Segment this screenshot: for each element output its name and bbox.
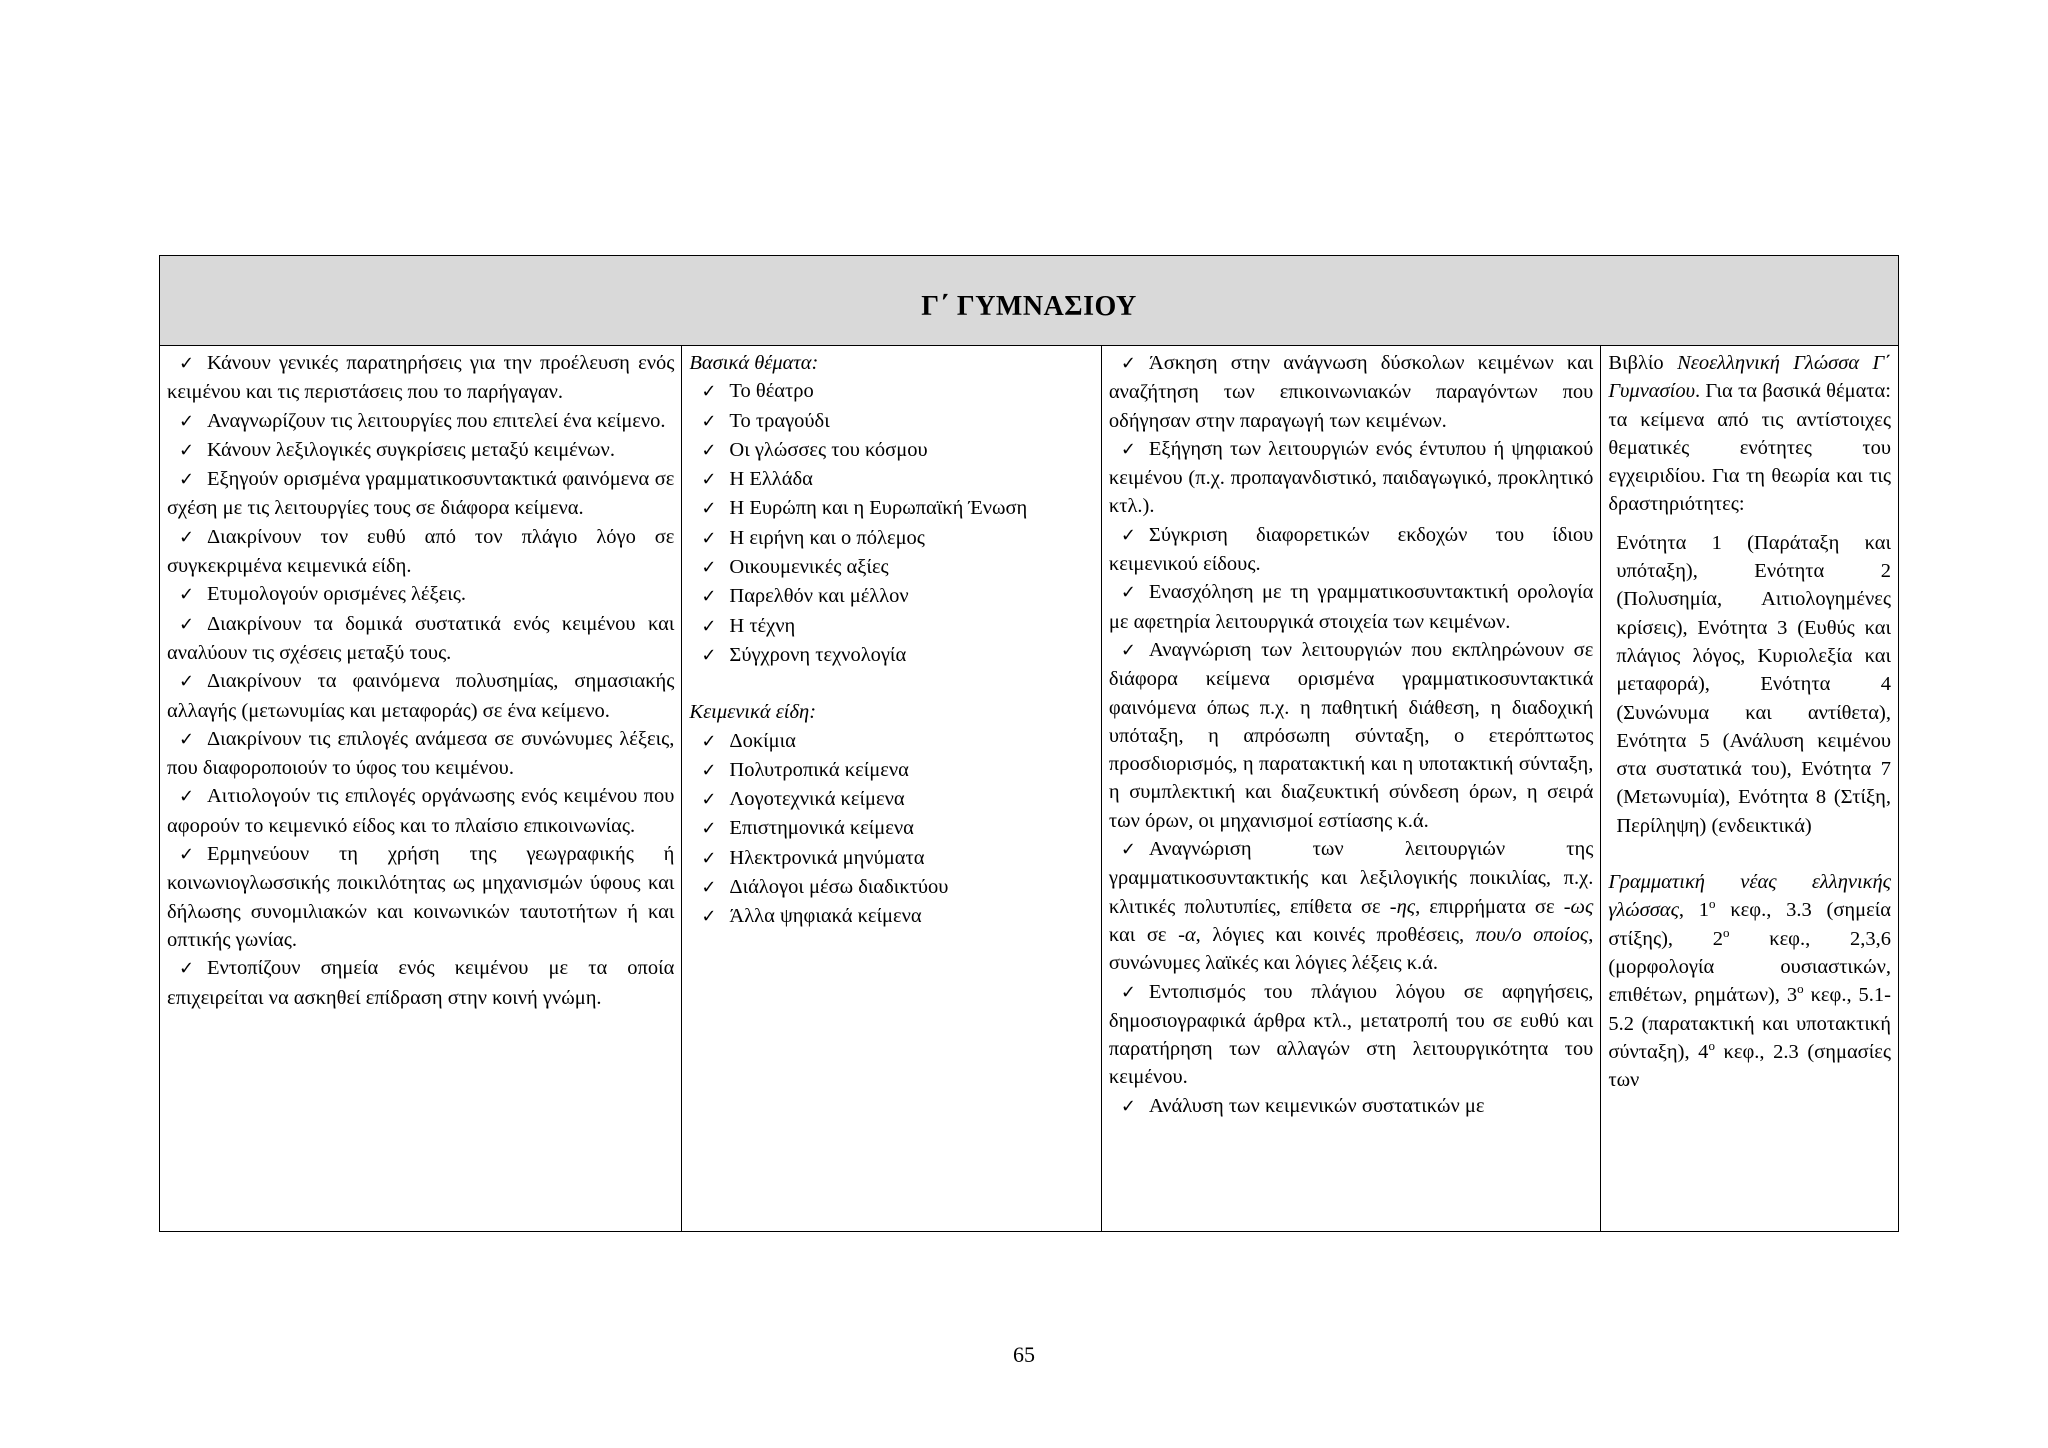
list-item-text: Κάνουν γενικές παρατηρήσεις για την προέλευση ενός κειμένου και τις περιστάσεις που το παρήγαγαν. <box>167 352 675 404</box>
list-item <box>1109 435 1593 521</box>
list-item <box>689 612 1094 641</box>
list-item-text: Αιτιολογούν τις επιλογές οργάνωσης ενός κειμένου που αφορούν το κειμενικό είδος και το πλαίσιο επικοινωνίας. <box>167 785 675 837</box>
table-header <box>160 256 1898 346</box>
list-item-text: Σύγκριση διαφορετικών εκδοχών του ίδιου κειμενικού είδους. <box>1108 523 1594 576</box>
list-item-text: Πολυτροπικά κείμενα <box>729 758 909 781</box>
checkmark-icon: ✓ <box>701 789 717 811</box>
checkmark-icon: ✓ <box>701 410 717 432</box>
list-item <box>1109 636 1593 835</box>
checkmark-icon: ✓ <box>701 877 717 899</box>
list-item <box>689 553 1094 582</box>
list-item-text: Οι γλώσσες του κόσμου <box>729 438 928 461</box>
list-item <box>689 524 1094 553</box>
list-item <box>1109 349 1593 435</box>
list-item-text: Ερμηνεύουν τη χρήση της γεωγραφικής ή κοινωνιογλωσσικής ποικιλότητας ως μηχανισμών ύφους και δήλωσης συνομιλιακών και κοινωνικών ταυτοτήτων ή και οπτικής γωνίας. <box>167 843 675 951</box>
curriculum-table <box>159 255 1899 1232</box>
list-item-text: Εξηγούν ορισμένα γραμματικοσυντακτικά φαινόμενα σε σχέση με τις λειτουργίες τους σε διάφορα κείμενα. <box>167 468 675 520</box>
list-item-text: Ενασχόληση με τη γραμματικοσυντακτική ορολογία με αφετηρία λειτουργικά στοιχεία των κειμένων. <box>1108 581 1594 633</box>
list-item-text: Εντοπίζουν σημεία ενός κειμένου με τα οποία επιχειρείται να ασκηθεί επίδραση στην κοινή γνώμη. <box>167 957 675 1009</box>
checkmark-icon: ✓ <box>179 613 195 635</box>
checkmark-icon: ✓ <box>701 615 717 637</box>
list-item <box>689 785 1094 814</box>
checkmark-icon: ✓ <box>701 439 717 461</box>
checkmark-icon: ✓ <box>1120 981 1136 1003</box>
list-item: ✓ Αναγνώριση των λειτουργιών της γραμματικοσυντακτικής και λεξιλογικής ποικιλίας, π.χ. κλιτικές πολυτυπίες, επίθετα σε -ης, επιρρήματα σε -ως και σε -α, λόγιες και κοινές προθέσεις, που/ο οποίος, συνώνυμες λαϊκές και λόγιες λέξεις κ.ά. <box>1108 838 1594 975</box>
checkmark-icon: ✓ <box>1120 639 1136 661</box>
list-item-text: Η Ευρώπη και η Ευρωπαϊκή Ένωση <box>729 497 1028 520</box>
checkmark-icon: ✓ <box>179 410 195 432</box>
checkmark-icon: ✓ <box>701 644 717 666</box>
checkmark-icon: ✓ <box>179 439 195 461</box>
list-item <box>689 494 1094 523</box>
list-item-text: Εξήγηση των λειτουργιών ενός έντυπου ή ψηφιακού κειμένου (π.χ. προπαγανδιστικό, παιδαγωγικό, προκλητικό κτλ.). <box>1108 437 1594 518</box>
grammar-reference: Γραμματική νέας ελληνικής γλώσσας, $1^o$ κεφ., 3.3 (σημεία στίξης), $2^o$ κεφ., 2,3,6 (μορφολογία ουσιαστικών, επιθέτων, ρημάτων), $3^o$ κεφ., 5.1-5.2 (παρατακτική και υποτακτική σύνταξη), $4^o$ κεφ., 2.3 (σημασίες των <box>1608 871 1891 1092</box>
list-item-text: Διακρίνουν τα φαινόμενα πολυσημίας, σημασιακής αλλαγής (μετωνυμίας και μεταφοράς) σε ένα κείμενο. <box>167 670 675 722</box>
resources-column <box>1600 346 1898 1231</box>
checkmark-icon: ✓ <box>701 586 717 608</box>
list-item-text: Επιστημονικά κείμενα <box>729 817 914 840</box>
list-item <box>167 725 674 783</box>
checkmark-icon: ✓ <box>179 786 195 808</box>
list-item <box>689 436 1094 465</box>
themes-column <box>681 346 1101 1231</box>
checkmark-icon: ✓ <box>179 844 195 866</box>
activities-column <box>1101 346 1600 1231</box>
list-item <box>689 873 1094 902</box>
list-item-text: Ανάλυση των κειμενικών συστατικών με <box>1148 1094 1485 1117</box>
list-item-text: Δοκίμια <box>729 729 796 752</box>
list-item <box>689 641 1094 670</box>
list-item-text: Παρελθόν και μέλλον <box>729 585 909 608</box>
list-item-text: Το θέατρο <box>729 380 814 403</box>
genres-heading: Κειμενικά είδη: <box>689 701 817 724</box>
page-number: 65 <box>1013 1342 1035 1367</box>
list-item <box>167 523 674 581</box>
checkmark-icon: ✓ <box>701 906 717 928</box>
list-item <box>689 756 1094 785</box>
objectives-column <box>160 346 681 1231</box>
checkmark-icon: ✓ <box>701 759 717 781</box>
checkmark-icon: ✓ <box>179 728 195 750</box>
list-item <box>689 582 1094 611</box>
list-item <box>167 610 674 668</box>
list-item <box>167 465 674 523</box>
list-item <box>167 580 674 609</box>
list-item <box>1109 978 1593 1092</box>
list-item-text: Εντοπισμός του πλάγιου λόγου σε αφηγήσεις, δημοσιογραφικά άρθρα κτλ., μετατροπή του σε ευθύ και παρατήρηση των αλλαγών στη λειτουργικότητα του κειμένου. <box>1108 980 1594 1089</box>
list-item-text: Οικουμενικές αξίες <box>729 556 889 579</box>
list-item-text: Το τραγούδι <box>729 409 830 432</box>
list-item-text: Άσκηση στην ανάγνωση δύσκολων κειμένων και αναζήτηση των επικοινωνιακών παραγόντων που οδήγησαν στην παραγωγή των κειμένων. <box>1108 352 1594 432</box>
checkmark-icon: ✓ <box>179 526 195 548</box>
checkmark-icon: ✓ <box>701 818 717 840</box>
list-item <box>689 465 1094 494</box>
list-item-text: Άλλα ψηφιακά κείμενα <box>729 905 922 928</box>
checkmark-icon: ✓ <box>179 469 195 491</box>
list-item <box>167 407 674 436</box>
checkmark-icon: ✓ <box>1120 353 1136 374</box>
list-item-text: Λογοτεχνικά κείμενα <box>729 788 905 811</box>
checkmark-icon: ✓ <box>701 469 717 491</box>
list-item <box>689 814 1094 843</box>
list-item <box>167 349 674 407</box>
list-item-text: Αναγνωρίζουν τις λειτουργίες που επιτελεί ένα κείμενο. <box>207 409 666 432</box>
checkmark-icon: ✓ <box>701 498 717 520</box>
list-item <box>689 727 1094 756</box>
list-item <box>689 377 1094 406</box>
checkmark-icon: ✓ <box>1120 438 1136 460</box>
themes-list <box>689 377 1094 670</box>
list-item <box>689 844 1094 873</box>
list-item-text: Ετυμολογούν ορισμένες λέξεις. <box>207 583 467 606</box>
checkmark-icon: ✓ <box>179 584 195 606</box>
list-item <box>689 902 1094 931</box>
units-reference: Ενότητα 1 (Παράταξη και υπόταξη), Ενότητα 2 (Πολυσημία, Αιτιολογημένες κρίσεις), Ενότητα 3 (Ευθύς και πλάγιος λόγος, Κυριολεξία και μεταφορά), Ενότητα 4 (Συνώνυμα και αντίθετα), Ενότητα 5 (Ανάλυση κειμένου στα συστατικά του), Ενότητα 7 (Μετωνυμία), Ενότητα 8 (Στίξη, Περίληψη) (ενδεικτικά) <box>1616 531 1891 837</box>
table-title: Γ΄ ΓΥΜΝΑΣΙΟΥ <box>921 290 1137 322</box>
list-item <box>167 840 674 954</box>
checkmark-icon: ✓ <box>1120 839 1136 861</box>
list-item-text: Ηλεκτρονικά μηνύματα <box>729 846 925 869</box>
list-item <box>689 407 1094 436</box>
themes-heading: Βασικά θέματα: <box>689 352 819 374</box>
checkmark-icon: ✓ <box>701 527 717 549</box>
checkmark-icon: ✓ <box>1120 524 1136 546</box>
checkmark-icon: ✓ <box>1120 582 1136 604</box>
list-item-text: Διακρίνουν τον ευθύ από τον πλάγιο λόγο σε συγκεκριμένα κειμενικά είδη. <box>167 525 675 578</box>
checkmark-icon: ✓ <box>179 353 195 374</box>
textbook-reference: Βιβλίο Νεοελληνική Γλώσσα Γ΄ Γυμνασίου. Για τα βασικά θέματα: τα κείμενα από τις αντίστοιχες θεματικές ενότητες του εγχειριδίου. Για τη θεωρία και τις δραστηριότητες: <box>1608 352 1891 516</box>
list-item <box>1109 521 1593 579</box>
list-item-text: Η τέχνη <box>729 614 796 637</box>
list-item-text: Σύγχρονη τεχνολογία <box>729 643 907 666</box>
genres-list <box>689 727 1094 932</box>
list-item <box>167 667 674 725</box>
checkmark-icon: ✓ <box>179 671 195 693</box>
list-item <box>167 782 674 840</box>
list-item <box>1109 1092 1593 1121</box>
table-body <box>160 346 1898 1231</box>
checkmark-icon: ✓ <box>179 958 195 980</box>
list-item-text: Η ειρήνη και ο πόλεμος <box>729 526 925 549</box>
list-item <box>167 436 674 465</box>
list-item-text: Κάνουν λεξιλογικές συγκρίσεις μεταξύ κειμένων. <box>207 438 615 461</box>
list-item-text: Διάλογοι μέσω διαδικτύου <box>729 876 949 899</box>
list-item-text: Διακρίνουν τις επιλογές ανάμεσα σε συνώνυμες λέξεις, που διαφοροποιούν το ύφος του κειμένου. <box>167 727 675 780</box>
checkmark-icon: ✓ <box>701 557 717 579</box>
list-item <box>167 954 674 1012</box>
list-item <box>1109 578 1593 636</box>
list-item-text: Αναγνώριση των λειτουργιών που εκπληρώνουν σε διάφορα κείμενα ορισμένα γραμματικοσυντακτικά φαινόμενα όπως π.χ. η παθητική διάθεση, η διαδοχική υπόταξη, η απρόσωπη σύνταξη, ο ετερόπτωτος προσδιορισμός, η παρατακτική και η υποτακτική σύνταξη, η συμπλεκτική και διαζευκτική σύνδεση όρων, η σειρά των όρων, οι μηχανισμοί εστίασης κ.ά. <box>1108 638 1594 832</box>
list-item-text: Διακρίνουν τα δομικά συστατικά ενός κειμένου και αναλύουν τις σχέσεις μεταξύ τους. <box>167 612 675 664</box>
checkmark-icon: ✓ <box>701 381 717 403</box>
checkmark-icon: ✓ <box>701 847 717 869</box>
checkmark-icon: ✓ <box>1120 1095 1136 1117</box>
list-item-text: Η Ελλάδα <box>729 468 813 491</box>
checkmark-icon: ✓ <box>701 730 717 752</box>
